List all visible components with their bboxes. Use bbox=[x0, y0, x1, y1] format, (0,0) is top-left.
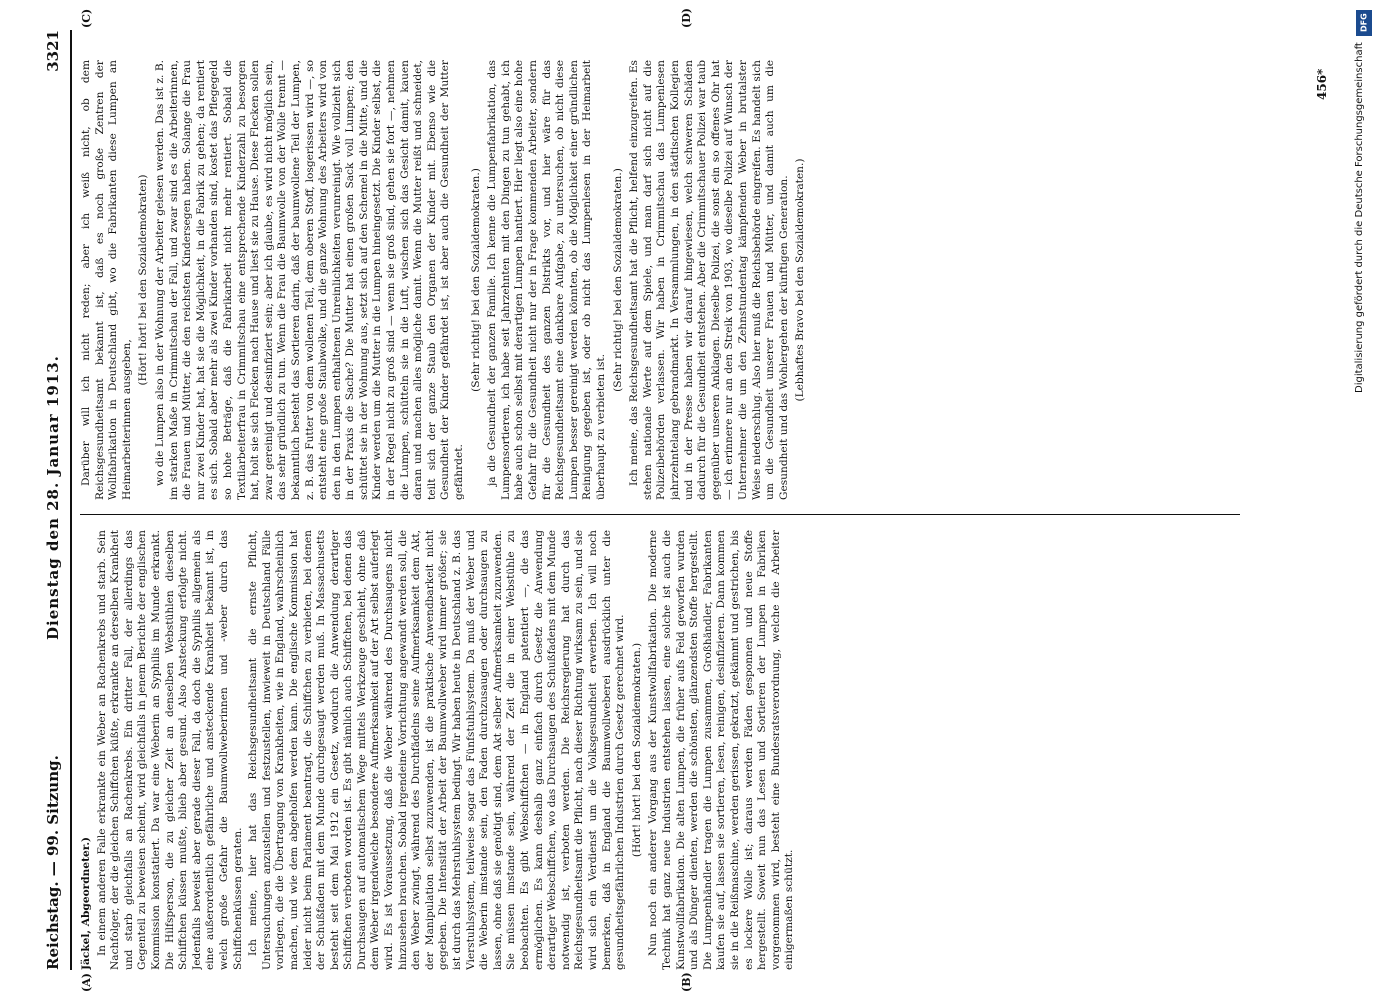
interjection: (Sehr richtig! bei den Sozialdemokraten.) bbox=[611, 168, 624, 392]
left-column bbox=[80, 530, 1330, 970]
footer-mark: 456* bbox=[1315, 68, 1329, 100]
digitization-sidebar bbox=[1352, 8, 1374, 988]
margin-marker-d: (D) bbox=[680, 8, 693, 28]
margin-marker-c: (C) bbox=[80, 8, 93, 28]
right-column bbox=[80, 60, 1330, 500]
speaker-label: Jäckel, Abgeordneter.) bbox=[80, 836, 92, 970]
column-divider bbox=[80, 514, 1240, 515]
paragraph: In einem anderen Falle erkrankte ein Weber an Rachenkrebs und starb. Sein Nachfolger, der die gleichen Schiffchen küßte, erkrankte an derselben Krankheit und starb gleichfalls an Rachenkrebs. Ein dritter Fall, der allerdings das Gegenteil zu beweisen scheint, wird gleichfalls in jenem Berichte der englischen Kommission konstatiert. Da war eine Weberin an Syphilis im Munde erkrankt. Die Hilfsperson, die zu gleicher Zeit an denselben Webstühlen dieselben Schiffchen küssen mußte, blieb aber gesund. Also Ansteckung erfolgte nicht. Jedenfalls beweist aber gerade dieser Fall, da doch die Syphilis allgemein als eine außerordentlich gefährliche und ansteckende Krankheit bekannt ist, in welch große Gefahr die Baumwollweberinnen und -weber durch das Schiffchenküssen geraten. bbox=[95, 530, 244, 970]
paragraph: Darüber will ich nicht reden; aber ich weiß nicht, ob dem Reichsgesundheitsamt bekannt ist, daß es noch große Zentren der Wollfabrikation in Deutschland gibt, wo die Fabrikanten diese Lumpen an Heimarbeiterinnen ausgeben, bbox=[80, 60, 133, 500]
header-date: Dienstag den 28. Januar 1913. bbox=[44, 355, 62, 640]
paragraph: Ich meine, das Reichsgesundheitsamt hat die Pflicht, helfend einzugreifen. Es stehen nationale Werte auf dem Spiele, und man darf sich nicht auf die Polizeibehörden verlassen. Wir haben in Crimmitschau das Lumpenlesen jahrzehntelang gebrandmarkt. In Versammlungen, in den städtischen Kollegien und in der Presse haben wir darauf hingewiesen, welch schweren Schäden dadurch für die Gesundheit entstehen. Aber die Crimmitschauer Polizei war taub gegenüber unseren Anklagen. Dieselbe Polizei, die sonst ein so offenes Ohr hat — ich erinnere nur an den Streik von 1903, wo dieselbe Polizei auf Wunsch der Unternehmer die um den Zehnstundentag kämpfenden Weber in brutalster Weise niederschlug. Also hier muß die Reichsbehörde eingreifen. Es handelt sich um die Gesundheit unserer Frauen und Mütter, und damit auch um die Gesundheit und das Wohlergehen der künftigen Generation. bbox=[628, 60, 790, 500]
digitization-note: Digitalisierung gefördert durch die Deutsche Forschungsgemeinschaft bbox=[1354, 42, 1365, 393]
paragraph: Ich meine, hier hat das Reichsgesundheitsamt die ernste Pflicht, Untersuchungen anzustellen und festzustellen, inwieweit in Deutschland Fälle vorliegen, die die Übertragung von Krankheiten, wie in England, wahrscheinlich machen, und wie dem abgeholfen werden kann. Die englische Kommission hat leider nicht beim Parlament beantragt, die Schiffchen zu verbieten, bei denen der Schußfaden mit dem Munde durchgesaugt werden muß. In Massachusetts besteht seit dem Mai 1912 ein Gesetz, wodurch die Anwendung derartiger Schiffchen verboten worden ist. Es gibt nämlich auch Schiffchen, bei denen das Durchsaugen auf automatischem Wege mittels Werkzeuge geschieht, ohne daß dem Weber irgendwelche besondere Aufmerksamkeit auf der Art selbst auferlegt wird. Es ist Voraussetzung, daß die Weber während des Durchsaugens nicht hinzusehen brauchen. Sobald irgendeine Vorrichtung angewandt werden soll, die den Weber zwingt, während des Durchfädelns seine Aufmerksamkeit dem Akt, der Manipulation selbst zuzuwenden, ist die praktische Anwendbarkeit nicht gegeben. Die Intensität der Arbeit der Baumwollweber wird immer größer; sie ist durch das Mehrstuhlsystem bedingt. Wir haben heute in Deutschland z. B. das Vierstuhlsystem, teilweise sogar das Fünfstuhlsystem. Da muß der Weber und die Weberin imstande sein, den Faden durchzusaugen oder durchsaugen zu lassen, ohne daß sie genötigt sind, dem Akt selber Aufmerksamkeit zuzuwenden. Sie müssen imstande sein, während der Zeit die in einer Webstühle zu beobachten. Es gibt Webschiffchen — in England patentiert —, die das ermöglichen. Es kann deshalb ganz einfach durch Gesetz die Anwendung derartiger Webschiffchen, wo das Durchsaugen des Schußfadens mit dem Munde notwendig ist, verboten werden. Die Reichsregierung hat durch das Reichsgesundheitsamt die Pflicht, nach dieser Richtung wirksam zu sein, und sie wird sich ein Verdienst um die Volksgesundheit erwerben. Ich will noch bemerken, daß in England die Baumwollweberei ausdrücklich unter die gesundheitsgefährlichen Industrien durch Gesetz gerechnet wird. bbox=[247, 530, 627, 970]
margin-marker-b: (B) bbox=[680, 972, 693, 992]
interjection: (Lebhaftes Bravo bei den Sozialdemokraten.) bbox=[794, 158, 807, 402]
interjection: (Sehr richtig! bei den Sozialdemokraten.) bbox=[469, 168, 482, 392]
paragraph: Nun noch ein anderer Vorgang aus der Kunstwollfabrikation. Die moderne Technik hat ganz neue Industrien entstehen lassen, eine solche ist auch die Kunstwollfabrikation. Die alten Lumpen, die früher aufs Feld geworfen wurden und als Dünger dienten, werden die schönsten, glänzendsten Stoffe hergestellt. Die Lumpenhändler tragen die Lumpen zusammen, Großhändler, Fabrikanten kaufen sie auf, lassen sie sortieren, lesen, reinigen, desinfizieren. Dann kommen sie in die Reißmaschine, werden gerissen, gekratzt, gekämmt und gestrichen, bis es lockere Wolle ist; daraus werden Fäden gesponnen und neue Stoffe hergestellt. Soweit nun das Lesen und Sortieren der Lumpen in Fabriken vorgenommen wird, besteht eine Bundesratsverordnung, welche die Arbeiter einigermaßen schützt. bbox=[647, 530, 796, 970]
margin-marker-a: (A) bbox=[80, 973, 93, 992]
dfg-logo bbox=[1356, 10, 1372, 36]
interjection: (Hört! hört! bei den Sozialdemokraten.) bbox=[630, 642, 643, 858]
paragraph: ja die Gesundheit der ganzen Familie. Ich kenne die Lumpenfabrikation, das Lumpensortieren, ich habe seit Jahrzehnten mit den Dingen zu tun gehabt, ich habe auch schon selbst mit derartigen Lumpen hantiert. Hier liegt also eine hohe Gefahr für die Gesundheit nicht nur der in Frage kommenden Arbeiter, sondern für die Gesundheit des ganzen Distrikts vor, und hier wäre für das Reichsgesundheitsamt eine dankbare Aufgabe, zu untersuchen, ob nicht diese Lumpen besser gereinigt werden könnten, ob die Möglichkeit einer gründlichen Reinigung gegeben ist, oder ob nicht das Lumpenlesen in der Heimarbeit überhaupt zu verbieten ist. bbox=[486, 60, 607, 500]
paragraph: wo die Lumpen also in der Wohnung der Arbeiter gelesen werden. Das ist z. B. im starken Maße in Crimmitschau der Fall, und zwar sind es die Arbeiterinnen, die Frauen und Mütter, die den reichsten Kindersegen haben. Solange die Frau nur zwei Kinder hat, hat sie die Möglichkeit, in die Fabrik zu gehen; da rentiert es sich. Sobald aber mehr als zwei Kinder vorhanden sind, kostet das Pflegegeld so hohe Beträge, daß die Fabrikarbeit nicht mehr rentiert. Sobald die Textilarbeiterfrau in Crimmitschau eine entsprechende Kinderzahl zu besorgen hat, holt sie sich Flecken nach Hause und liest sie zu Hause. Diese Flecken sollen zwar gereinigt und desinfiziert sein; aber ich glaube, es wird nicht möglich sein, das sehr gründlich zu tun. Wenn die Frau die Baumwolle von der Wolle trennt — bekanntlich besteht das Sortieren darin, daß der baumwollene Teil der Lumpen, z. B. das Futter von dem wollenen Teil, dem oberen Stoff, losgerissen wird —, so entsteht eine große Staubwolke, und die ganze Wohnung des Arbeiters wird von den in den Lumpen enthaltenen Unreinlichkeiten verunreinigt. Wie vollzieht sich in der Praxis die Sache? Die Mutter hat einen großen Sack voll Lumpen; den schüttet sie in der Wohnung aus, setzt sich auf den Schemel in die Mitte, und die Kinder werden um die Mutter in die Lumpen hineingesetzt. Die Kinder selbst, die in der Regel nicht zu groß sind — wenn sie groß sind, gehen sie fort —, nehmen die Lumpen, schütteln sie in die Luft, wischen sich das Gesicht damit, kauen daran und machen alles mögliche damit. Wenn die Mutter reißt und schneidet, teilt sich der ganze Staub den Organen der Kinder mit. Ebenso wie die Gesundheit der Kinder gefährdet ist, ist aber auch die Gesundheit der Mutter gefährdet. bbox=[153, 60, 466, 500]
header-title: Reichstag. — 99. Sitzung. bbox=[44, 755, 62, 970]
rotated-page bbox=[40, 8, 1340, 992]
dfg-logo-text: DFG bbox=[1359, 13, 1369, 33]
page-header bbox=[40, 30, 72, 970]
interjection: (Hört! hört! bei den Sozialdemokraten) bbox=[137, 174, 150, 386]
page-number: 3321 bbox=[44, 30, 62, 72]
